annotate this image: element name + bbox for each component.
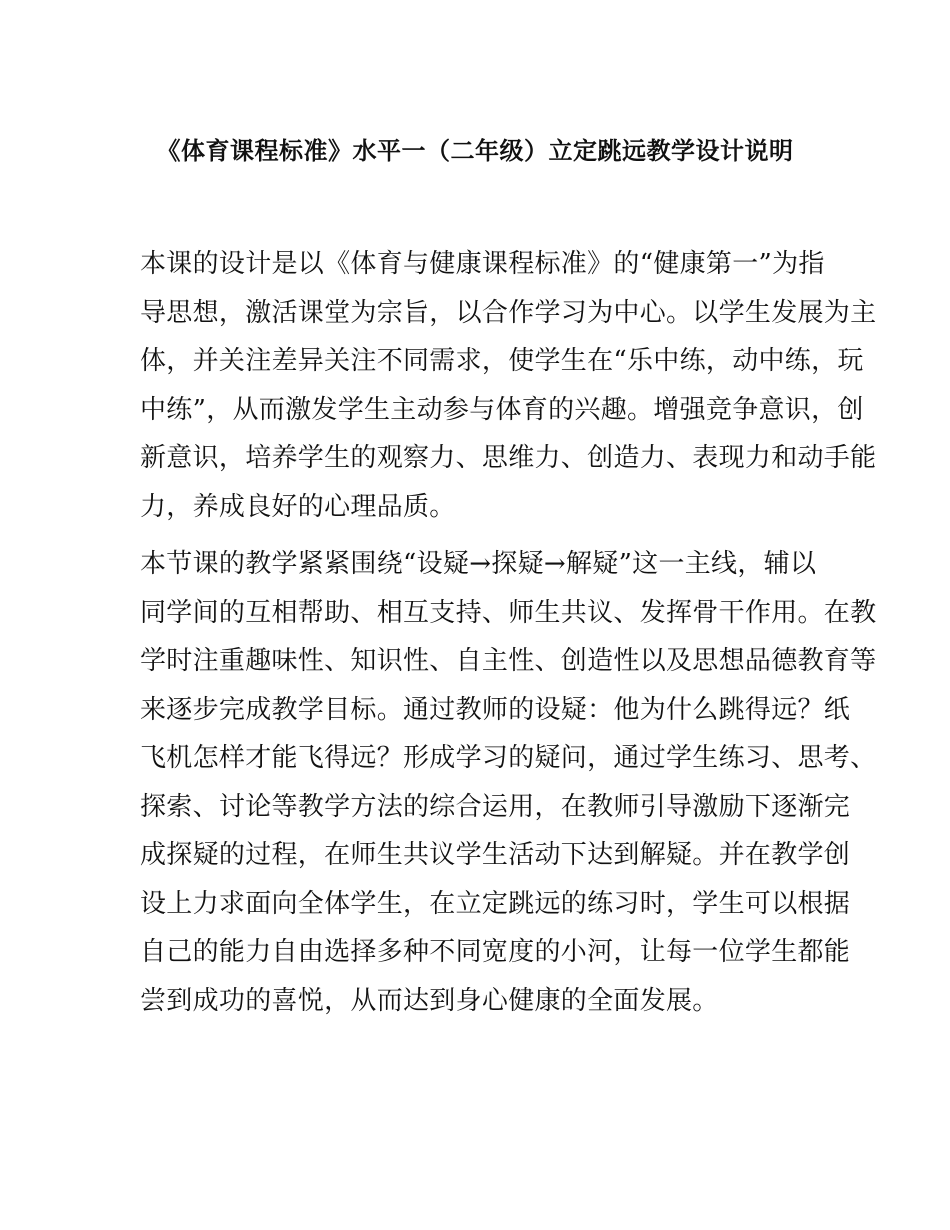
paragraph-line: 本节课的教学紧紧围绕“设疑→探疑→解疑”这一主线，辅以: [140, 549, 817, 579]
paragraph-2: [140, 540, 877, 1025]
paragraph-1: [140, 240, 877, 531]
paragraph-line: 导思想，激活课堂为宗旨，以合作学习为中心。以学生发展为主: [140, 297, 877, 328]
document-title: 《体育课程标准》水平一（二年级）立定跳远教学设计说明: [156, 137, 794, 165]
paragraph-line: 飞机怎样才能飞得远？形成学习的疑问，通过学生练习、思考、: [140, 743, 877, 773]
paragraph-line: 尝到成功的喜悦，从而达到身心健康的全面发展。: [140, 985, 719, 1016]
paragraph-line: 本课的设计是以《体育与健康课程标准》的“健康第一”为指: [140, 249, 825, 279]
paragraph-line: 来逐步完成教学目标。通过教师的设疑：他为什么跳得远？纸: [140, 694, 851, 725]
paragraph-line: 同学间的互相帮助、相互支持、师生共议、发挥骨干作用。在教: [140, 597, 877, 628]
paragraph-line: 自己的能力自由选择多种不同宽度的小河，让每一位学生都能: [140, 937, 851, 967]
paragraph-line: 探索、讨论等教学方法的综合运用，在教师引导激励下逐渐完: [140, 791, 851, 822]
paragraph-line: 学时注重趣味性、知识性、自主性、创造性以及思想品德教育等: [140, 646, 877, 676]
paragraph-line: 设上力求面向全体学生，在立定跳远的练习时，学生可以根据: [140, 888, 851, 919]
paragraph-line: 中练”，从而激发学生主动参与体育的兴趣。增强竞争意识，创: [140, 394, 864, 425]
paragraph-line: 力，养成良好的心理品质。: [140, 491, 456, 522]
paragraph-line: 新意识，培养学生的观察力、思维力、创造力、表现力和动手能: [140, 443, 877, 473]
paragraph-line: 体，并关注差异关注不同需求，使学生在“乐中练，动中练，玩: [140, 346, 864, 376]
paragraph-line: 成探疑的过程，在师生共议学生活动下达到解疑。并在教学创: [140, 840, 851, 870]
